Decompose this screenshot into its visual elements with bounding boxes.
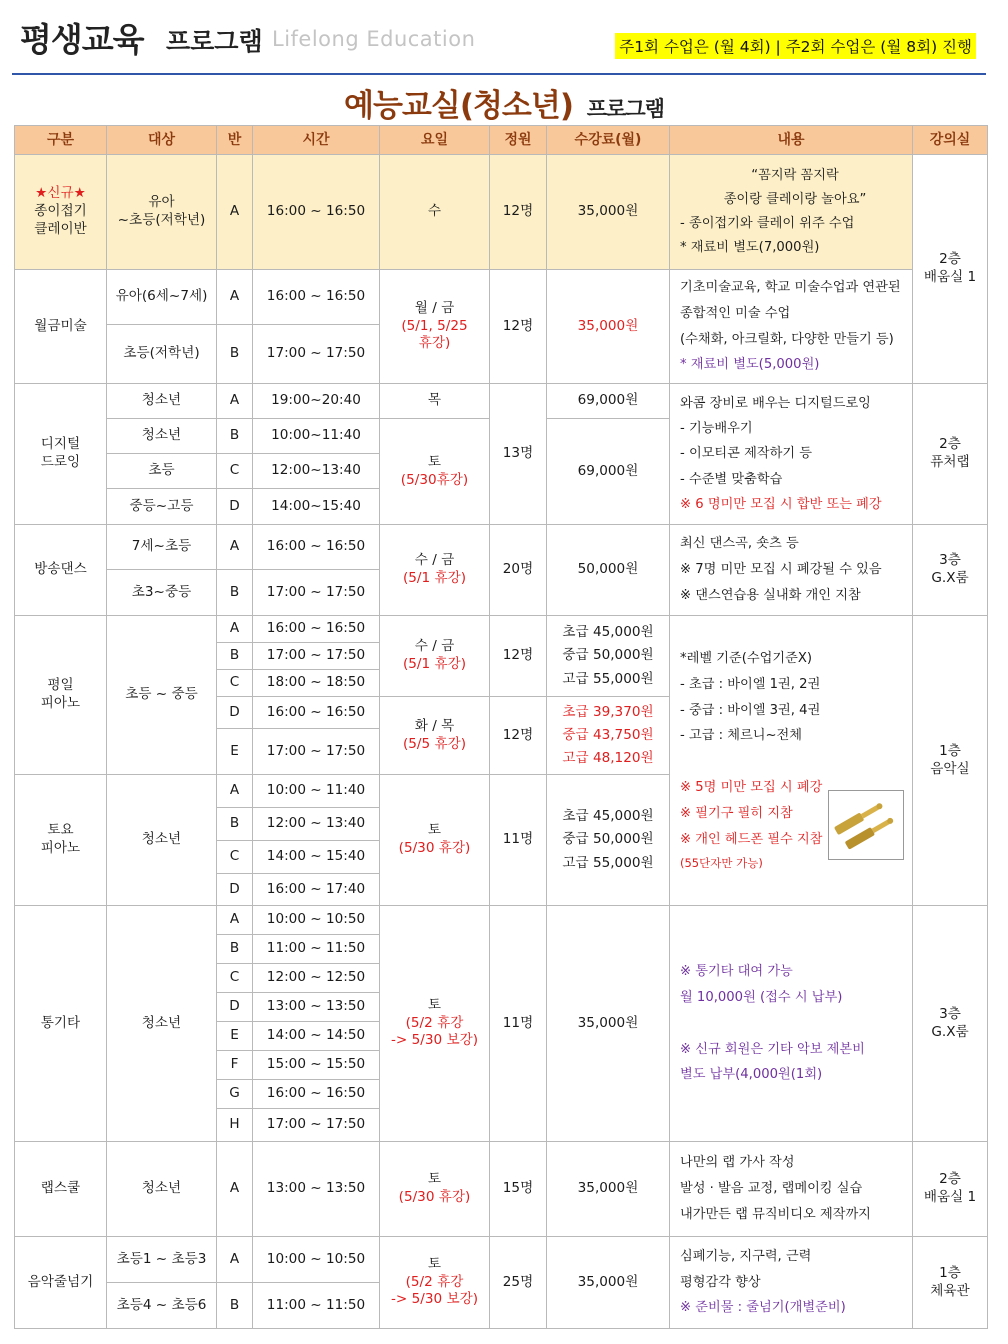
content-line: (수채화, 아크릴화, 다양한 만들기 등) — [680, 331, 894, 347]
holiday-note: (5/30휴강) — [400, 471, 469, 488]
class-cell: E — [217, 1022, 253, 1051]
time-cell: 10:00 ~ 10:50 — [253, 906, 380, 935]
new-badge: ★신규★ — [35, 185, 86, 202]
capacity-cell: 13명 — [490, 384, 547, 525]
content-line: * 재료비 별도(7,000원) — [680, 239, 820, 255]
content-line: ※ 개인 헤드폰 필수 지참 — [680, 831, 823, 847]
holiday-note: (5/5 휴강) — [402, 735, 467, 752]
content-line: 나만의 랩 가사 작성 — [680, 1155, 795, 1171]
content-line: ※ 6 명미만 모집 시 합반 또는 폐강 — [680, 496, 882, 512]
room-cell — [913, 525, 988, 616]
target-cell: 초등(저학년) — [107, 325, 217, 384]
fee-line: 중급 50,000원 — [562, 831, 654, 848]
content-cell — [670, 616, 913, 906]
room-text: 배움실 1 — [923, 1189, 977, 1205]
content-line: - 고급 : 체르니~전체 — [680, 728, 803, 744]
holiday-note: -> 5/30 보강) — [390, 1291, 479, 1308]
fee-cell: 69,000원 — [547, 384, 670, 419]
category-cell: 음악줄넘기 — [15, 1237, 107, 1329]
fee-cell — [547, 697, 670, 775]
capacity-cell: 15명 — [490, 1142, 547, 1237]
time-cell: 14:00 ~ 14:50 — [253, 1022, 380, 1051]
room-cell — [913, 155, 988, 384]
class-cell: A — [217, 1237, 253, 1283]
class-cell: A — [217, 906, 253, 935]
content-line: - 종이접기와 클레이 위주 수업 — [680, 216, 855, 231]
time-cell: 12:00~13:40 — [253, 454, 380, 489]
schedule-note: 주1회 수업은 (월 4회) | 주2회 수업은 (월 8회) 진행 — [615, 33, 976, 59]
class-cell: C — [217, 841, 253, 874]
category-text: 피아노 — [40, 695, 81, 711]
content-line: - 기능배우기 — [680, 421, 753, 437]
target-cell: 청소년 — [107, 384, 217, 419]
target-cell: 유아(6세~7세) — [107, 270, 217, 325]
fee-line: 고급 55,000원 — [562, 670, 654, 687]
content-line: 기초미술교육, 학교 미술수업과 연관된 — [680, 280, 901, 296]
fee-line: 고급 55,000원 — [562, 854, 654, 871]
time-cell: 16:00 ~ 17:40 — [253, 874, 380, 906]
content-line: - 중급 : 바이엘 3권, 4권 — [680, 702, 821, 718]
fee-cell: 35,000원 — [547, 1142, 670, 1237]
capacity-cell: 20명 — [490, 525, 547, 616]
time-cell: 16:00 ~ 16:50 — [253, 1080, 380, 1109]
class-cell: A — [217, 270, 253, 325]
time-cell: 17:00 ~ 17:50 — [253, 1109, 380, 1142]
time-cell: 12:00 ~ 13:40 — [253, 808, 380, 841]
room-text: 2층 — [939, 1171, 961, 1188]
time-cell: 17:00 ~ 17:50 — [253, 570, 380, 616]
content-line: 심폐기능, 지구력, 근력 — [680, 1248, 812, 1264]
category-cell: 통기타 — [15, 906, 107, 1142]
day-text: 토 — [427, 1255, 442, 1272]
class-cell: H — [217, 1109, 253, 1142]
room-text: 체육관 — [930, 1282, 970, 1299]
holiday-note: (5/30 휴강) — [398, 1189, 471, 1205]
day-cell: 수 — [380, 155, 490, 270]
category-cell — [15, 384, 107, 525]
fee-line: 중급 43,750원 — [562, 726, 654, 743]
capacity-cell: 11명 — [490, 775, 547, 906]
class-cell: A — [217, 616, 253, 643]
english-subtitle: Lifelong Education — [272, 27, 476, 51]
col-header-category: 구분 — [15, 126, 107, 155]
time-cell: 17:00 ~ 17:50 — [253, 325, 380, 384]
col-header-day: 요일 — [380, 126, 490, 155]
room-text: 음악실 — [930, 760, 970, 777]
audio-adapter-image — [828, 790, 904, 860]
target-cell: 청소년 — [107, 775, 217, 906]
content-line: (55단자만 가능) — [680, 856, 763, 871]
table-row — [15, 270, 988, 325]
col-header-time: 시간 — [253, 126, 380, 155]
day-cell — [380, 419, 490, 525]
target-cell: 중등~고등 — [107, 489, 217, 525]
category-text: 디지털 — [40, 436, 81, 453]
time-cell: 16:00 ~ 16:50 — [253, 155, 380, 270]
col-header-class: 반 — [217, 126, 253, 155]
category-cell: 방송댄스 — [15, 525, 107, 616]
content-line: ※ 5명 미만 모집 시 폐강 — [680, 780, 823, 796]
capacity-cell: 12명 — [490, 270, 547, 384]
day-text: 수 / 금 — [414, 552, 455, 569]
category-text: 종이접기 — [34, 203, 87, 220]
col-header-target: 대상 — [107, 126, 217, 155]
capacity-cell: 12명 — [490, 616, 547, 697]
time-cell: 16:00 ~ 16:50 — [253, 697, 380, 729]
day-cell — [380, 270, 490, 384]
category-text: 클레이반 — [34, 220, 87, 237]
program-table — [14, 125, 988, 1329]
category-cell: 랩스쿨 — [15, 1142, 107, 1237]
target-cell: 초등 — [107, 454, 217, 489]
class-cell: A — [217, 1142, 253, 1237]
class-cell: B — [217, 325, 253, 384]
page-title: 평생교육 — [20, 20, 144, 59]
time-cell: 17:00 ~ 17:50 — [253, 729, 380, 775]
class-cell: A — [217, 775, 253, 808]
time-cell: 14:00~15:40 — [253, 489, 380, 525]
content-line: “꼼지락 꼼지락 — [751, 168, 839, 184]
time-cell: 11:00 ~ 11:50 — [253, 1283, 380, 1329]
day-text: 토 — [427, 822, 442, 839]
content-line: 와콤 장비로 배우는 디지털드로잉 — [680, 396, 871, 412]
header-divider — [12, 73, 986, 75]
target-text: ~초등(저학년) — [117, 212, 206, 228]
room-text: 배움실 1 — [923, 269, 977, 285]
holiday-note: (5/30 휴강) — [398, 840, 471, 856]
content-line: - 수준별 맞춤학습 — [680, 471, 783, 487]
content-line: 내가만든 랩 뮤직비디오 제작까지 — [680, 1206, 871, 1222]
room-text: G.X룸 — [931, 570, 969, 586]
holiday-note: -> 5/30 보강) — [390, 1032, 479, 1049]
room-text: 2층 — [939, 436, 961, 453]
time-cell: 19:00~20:40 — [253, 384, 380, 419]
section-title — [0, 80, 1008, 125]
fee-cell: 35,000원 — [547, 270, 670, 384]
target-cell — [107, 155, 217, 270]
day-text: 월 / 금 — [414, 299, 455, 316]
content-cell — [670, 270, 913, 384]
table-row — [15, 1142, 988, 1237]
category-text: 평일 — [47, 677, 74, 694]
capacity-cell: 25명 — [490, 1237, 547, 1329]
day-cell — [380, 525, 490, 616]
fee-line: 중급 50,000원 — [562, 647, 654, 664]
capacity-cell: 12명 — [490, 155, 547, 270]
table-row — [15, 906, 988, 935]
class-cell: G — [217, 1080, 253, 1109]
content-line: ※ 준비물 : 줄넘기(개별준비) — [680, 1300, 846, 1316]
fee-cell — [547, 775, 670, 906]
day-cell — [380, 1237, 490, 1329]
room-cell — [913, 1142, 988, 1237]
category-text: 드로잉 — [40, 454, 81, 470]
target-cell: 초3~중등 — [107, 570, 217, 616]
day-text: 토 — [427, 453, 442, 470]
fee-line: 초급 39,370원 — [562, 703, 654, 720]
page-subtitle: 프로그램 — [166, 27, 263, 56]
class-cell: C — [217, 964, 253, 993]
class-cell: B — [217, 570, 253, 616]
time-cell: 13:00 ~ 13:50 — [253, 993, 380, 1022]
target-cell: 초등4 ~ 초등6 — [107, 1283, 217, 1329]
time-cell: 12:00 ~ 12:50 — [253, 964, 380, 993]
content-line: ※ 7명 미만 모집 시 폐강될 수 있음 — [680, 562, 882, 578]
room-cell — [913, 906, 988, 1142]
day-text: 토 — [427, 996, 442, 1013]
fee-cell: 50,000원 — [547, 525, 670, 616]
col-header-room: 강의실 — [913, 126, 988, 155]
class-cell: A — [217, 384, 253, 419]
category-cell — [15, 616, 107, 775]
class-cell: F — [217, 1051, 253, 1080]
class-cell: D — [217, 489, 253, 525]
room-cell — [913, 384, 988, 525]
target-cell: 초등 ~ 중등 — [107, 616, 217, 775]
time-cell: 10:00 ~ 11:40 — [253, 775, 380, 808]
content-cell — [670, 1237, 913, 1329]
room-cell — [913, 1237, 988, 1329]
content-line: 평형감각 향상 — [680, 1274, 761, 1290]
content-cell — [670, 525, 913, 616]
room-text: 퓨처랩 — [930, 454, 970, 470]
day-text: 수 / 금 — [414, 638, 455, 655]
class-cell: D — [217, 874, 253, 906]
holiday-note: (5/1, 5/25 — [401, 317, 468, 334]
fee-line: 초급 45,000원 — [562, 808, 654, 825]
room-text: 3층 — [939, 1005, 961, 1022]
table-header-row — [15, 126, 988, 155]
day-cell — [380, 1142, 490, 1237]
table-row — [15, 155, 988, 270]
content-line: * 재료비 별도(5,000원) — [680, 357, 820, 373]
day-cell: 목 — [380, 384, 490, 419]
category-cell — [15, 775, 107, 906]
room-text: 2층 — [939, 251, 961, 268]
time-cell: 13:00 ~ 13:50 — [253, 1142, 380, 1237]
table-row — [15, 384, 988, 419]
page-header — [0, 0, 1008, 78]
content-line: - 이모티콘 제작하기 등 — [680, 446, 812, 462]
day-cell — [380, 616, 490, 697]
table-row — [15, 1237, 988, 1283]
content-line: ※ 필기구 필히 지참 — [680, 805, 793, 821]
content-line: *레벨 기준(수업기준X) — [680, 651, 813, 667]
time-cell: 16:00 ~ 16:50 — [253, 270, 380, 325]
content-line: - 초급 : 바이엘 1권, 2권 — [680, 676, 821, 692]
content-line: ※ 통기타 대여 가능 — [680, 964, 793, 980]
class-cell: C — [217, 454, 253, 489]
holiday-note: (5/1 휴강) — [402, 656, 467, 672]
day-text: 화 / 목 — [414, 717, 455, 734]
fee-cell: 35,000원 — [547, 155, 670, 270]
col-header-content: 내용 — [670, 126, 913, 155]
content-line: 종합적인 미술 수업 — [680, 305, 791, 321]
day-cell — [380, 775, 490, 906]
day-cell — [380, 906, 490, 1142]
time-cell: 14:00 ~ 15:40 — [253, 841, 380, 874]
col-header-fee: 수강료(월) — [547, 126, 670, 155]
content-line: 최신 댄스곡, 숏츠 등 — [680, 536, 799, 552]
class-cell: B — [217, 935, 253, 964]
fee-cell: 69,000원 — [547, 419, 670, 525]
section-title-suffix: 프로그램 — [586, 97, 664, 121]
section-title-main: 예능교실(청소년) — [344, 88, 573, 124]
table-row — [15, 616, 988, 643]
fee-cell: 35,000원 — [547, 1237, 670, 1329]
class-cell: A — [217, 155, 253, 270]
table-row — [15, 525, 988, 570]
class-cell: B — [217, 419, 253, 454]
room-text: G.X룸 — [931, 1023, 969, 1040]
class-cell: A — [217, 525, 253, 570]
room-text: 3층 — [939, 552, 961, 569]
content-cell — [670, 155, 913, 270]
holiday-note: 휴강) — [418, 335, 451, 352]
room-text: 1층 — [939, 742, 961, 759]
category-text: 피아노 — [40, 840, 81, 856]
holiday-note: (5/2 휴강 — [405, 1014, 464, 1031]
class-cell: D — [217, 697, 253, 729]
content-line: ※ 신규 회원은 기타 악보 제본비 — [680, 1041, 865, 1057]
fee-line: 고급 48,120원 — [562, 750, 654, 767]
target-cell: 초등1 ~ 초등3 — [107, 1237, 217, 1283]
target-cell: 청소년 — [107, 1142, 217, 1237]
capacity-cell: 11명 — [490, 906, 547, 1142]
target-cell: 7세~초등 — [107, 525, 217, 570]
content-line: 발성 · 발음 교정, 랩메이킹 실습 — [680, 1181, 863, 1197]
time-cell: 10:00~11:40 — [253, 419, 380, 454]
fee-cell — [547, 616, 670, 697]
class-cell: B — [217, 808, 253, 841]
content-cell — [670, 384, 913, 525]
target-text: 유아 — [148, 194, 175, 211]
time-cell: 18:00 ~ 18:50 — [253, 670, 380, 697]
headphone-notes — [680, 775, 910, 875]
content-line: 월 10,000원 (접수 시 납부) — [680, 989, 843, 1005]
holiday-note: (5/1 휴강) — [402, 570, 467, 586]
col-header-capacity: 정원 — [490, 126, 547, 155]
class-cell: B — [217, 643, 253, 670]
class-cell: C — [217, 670, 253, 697]
day-cell — [380, 697, 490, 775]
category-cell: 월금미술 — [15, 270, 107, 384]
class-cell: E — [217, 729, 253, 775]
room-cell — [913, 616, 988, 906]
content-cell — [670, 1142, 913, 1237]
class-cell: D — [217, 993, 253, 1022]
holiday-note: (5/2 휴강 — [405, 1273, 464, 1290]
category-cell — [15, 155, 107, 270]
fee-cell: 35,000원 — [547, 906, 670, 1142]
fee-line: 초급 45,000원 — [562, 624, 654, 641]
time-cell: 16:00 ~ 16:50 — [253, 525, 380, 570]
content-line: 별도 납부(4,000원(1회) — [680, 1067, 823, 1083]
time-cell: 10:00 ~ 10:50 — [253, 1237, 380, 1283]
day-text: 토 — [427, 1171, 442, 1188]
category-text: 토요 — [47, 822, 74, 839]
time-cell: 15:00 ~ 15:50 — [253, 1051, 380, 1080]
capacity-cell: 12명 — [490, 697, 547, 775]
class-cell: B — [217, 1283, 253, 1329]
room-text: 1층 — [939, 1264, 961, 1281]
time-cell: 16:00 ~ 16:50 — [253, 616, 380, 643]
time-cell: 17:00 ~ 17:50 — [253, 643, 380, 670]
target-cell: 청소년 — [107, 906, 217, 1142]
content-cell — [670, 906, 913, 1142]
content-line: 종이랑 클레이랑 놀아요” — [723, 192, 867, 208]
time-cell: 11:00 ~ 11:50 — [253, 935, 380, 964]
content-line: ※ 댄스연습용 실내화 개인 지참 — [680, 587, 861, 603]
target-cell: 청소년 — [107, 419, 217, 454]
